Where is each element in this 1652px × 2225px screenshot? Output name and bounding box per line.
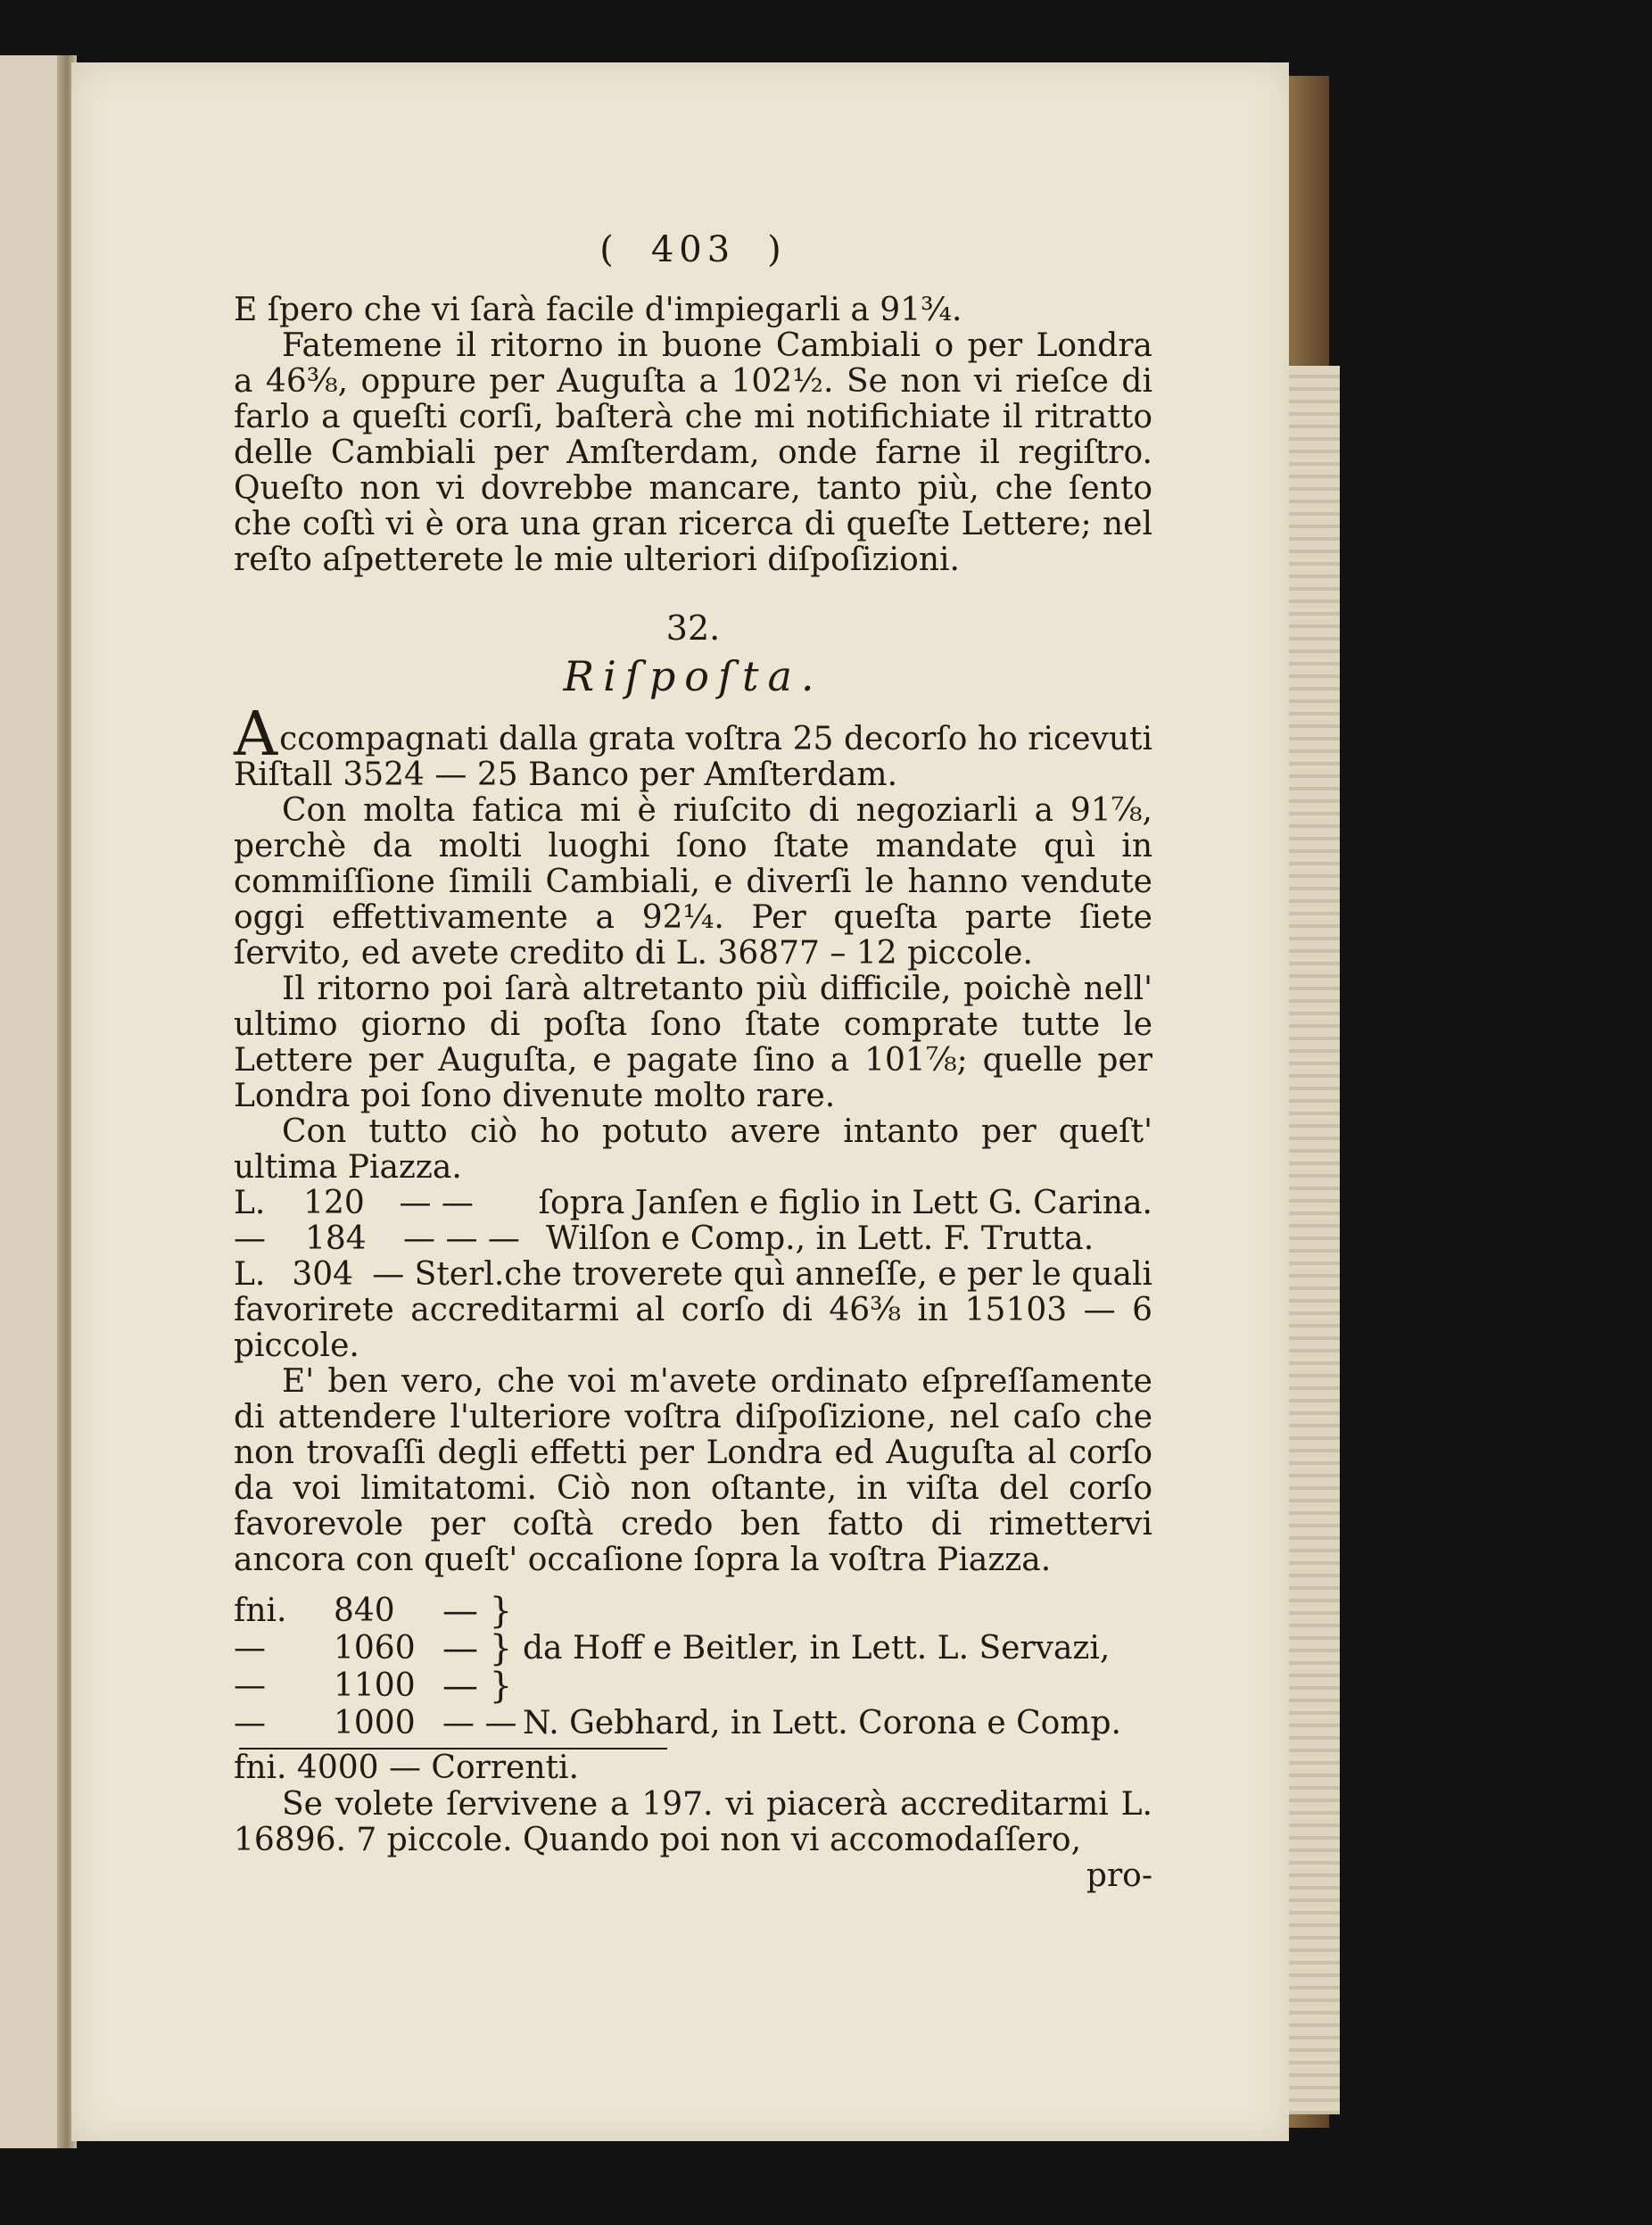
bill-currency: — — [234, 1220, 266, 1257]
ledger-dash: — — — [442, 1705, 517, 1741]
catchword: pro- — [1086, 1857, 1152, 1894]
bill-description: che troverete quì anneſſe, e per le quali — [504, 1256, 1152, 1293]
bill-amount: 120 — [303, 1185, 365, 1221]
bill-amount: 184 — [305, 1220, 367, 1257]
header-open-paren: ( — [599, 229, 619, 270]
ledger — [234, 1592, 1152, 1787]
ledger-dash: — } — [442, 1591, 513, 1632]
ledger-row — [234, 1592, 1152, 1630]
reply-opening-text: ccompagnati dalla grata voſtra 25 decorſo ho ricevuti Riſtall 3524 — 25 Banco per Amſterdam. — [234, 721, 1152, 793]
ledger-currency: — — [234, 1667, 266, 1704]
ledger-amount: 1060 — [334, 1630, 416, 1667]
ledger-amount: 1100 — [334, 1667, 416, 1704]
bill-row — [234, 1186, 1152, 1221]
ledger-row — [234, 1705, 1152, 1742]
bills-tail: favorirete accreditarmi al corſo di 46⅜ in 15103 — 6 piccole. — [234, 1292, 1152, 1364]
reply-paragraph: E' ben vero, che voi m'avete ordinato eſpreſſamente di attendere l'ulteriore voſtra diſpoſizione, nel caſo che non trovaſſi degli effetti per Londra ed Auguſta al corſo da voi limitatomi. Ciò non oſtante, in viſta del corſo favorevole per coſtà credo ben fatto di rimettervi ancora con queſt' occaſione ſopra la voſtra Piazza. — [234, 1363, 1152, 1578]
ledger-currency: — — [234, 1630, 266, 1667]
ledger-currency: — — [234, 1705, 266, 1741]
ledger-row — [234, 1630, 1152, 1667]
bill-description: ſopra Janſen e figlio in Lett G. Carina. — [538, 1185, 1152, 1221]
ledger-currency: fni. — [234, 1592, 287, 1629]
bill-dash: — — — [399, 1185, 474, 1221]
bill-amount: 304 — [292, 1256, 354, 1293]
header-close-paren: ) — [767, 229, 787, 270]
intro-paragraph: E ſpero che vi ſarà facile d'impiegarli a 91¾. — [234, 292, 962, 328]
ledger-total: fni. 4000 — Correnti. — [234, 1749, 579, 1786]
bill-currency: L. — [234, 1256, 266, 1293]
reply-paragraph: Con tutto ciò ho potuto avere intanto per queſt' ultima Piazza. — [234, 1113, 1152, 1186]
ledger-dash: — } — [442, 1628, 513, 1669]
drop-cap: A — [234, 699, 278, 770]
ledger-amount: 1000 — [334, 1705, 416, 1741]
page-header — [234, 229, 1152, 270]
reply-paragraph: Con molta fatica mi è riuſcito di negoziarli a 91⅞, perchè da molti luoghi ſono ſtate mandate quì in commiſſione ſimili Cambiali, e diverſi le hanno vendute oggi effettivamente a 92¼. Per queſta parte ſiete ſervito, ed avete credito di L. 36877 – 12 piccole. — [234, 792, 1152, 972]
bill-currency: L. — [234, 1185, 266, 1221]
ledger-description: da Hoff e Beitler, in Lett. L. Servazi, — [523, 1630, 1111, 1667]
letter-title: Riſpoſta. — [563, 652, 823, 700]
bill-dash: — Sterl. — [372, 1256, 505, 1293]
bill-row — [234, 1221, 1152, 1257]
closing-paragraph: Se volete ſervivene a 197. vi piacerà accreditarmi L. 16896. 7 piccole. Quando poi non vi accomodaſſero, — [234, 1786, 1152, 1858]
ledger-amount: 840 — [334, 1592, 395, 1629]
bill-description: Wilſon e Comp., in Lett. F. Trutta. — [546, 1220, 1094, 1257]
page-stack-edge — [1281, 366, 1340, 2114]
bill-dash: — — — — [403, 1220, 520, 1257]
left-page-edge — [0, 55, 66, 2148]
bill-row — [234, 1257, 1152, 1293]
ledger-row — [234, 1667, 1152, 1705]
reply-opening — [234, 699, 1152, 793]
ledger-description: N. Gebhard, in Lett. Corona e Comp. — [523, 1705, 1121, 1741]
intro-paragraph: Fatemene il ritorno in buone Cambiali o per Londra a 46⅜, oppure per Auguſta a 102½. Se non vi rieſce di farlo a queſti corſi, baſterà che mi notifichiate il ritratto delle Cambiali per Amſterdam, onde farne il regiſtro. Queſto non vi dovrebbe mancare, tanto più, che ſento che coſtì vi è ora una gran ricerca di queſte Lettere; nel reſto aſpetterete le mie ulteriori diſpoſizioni. — [234, 327, 1152, 578]
page-text — [234, 229, 1152, 1894]
page-number: 403 — [650, 229, 736, 270]
reply-paragraph: Il ritorno poi ſarà altretanto più difficile, poichè nell' ultimo giorno di poſta ſono ſtate comprate tutte le Lettere per Auguſta, e pagate ſino a 101⅞; quelle per Londra poi ſono divenute molto rare. — [234, 971, 1152, 1114]
ledger-dash: — } — [442, 1666, 513, 1707]
letter-number: 32. — [665, 608, 721, 648]
